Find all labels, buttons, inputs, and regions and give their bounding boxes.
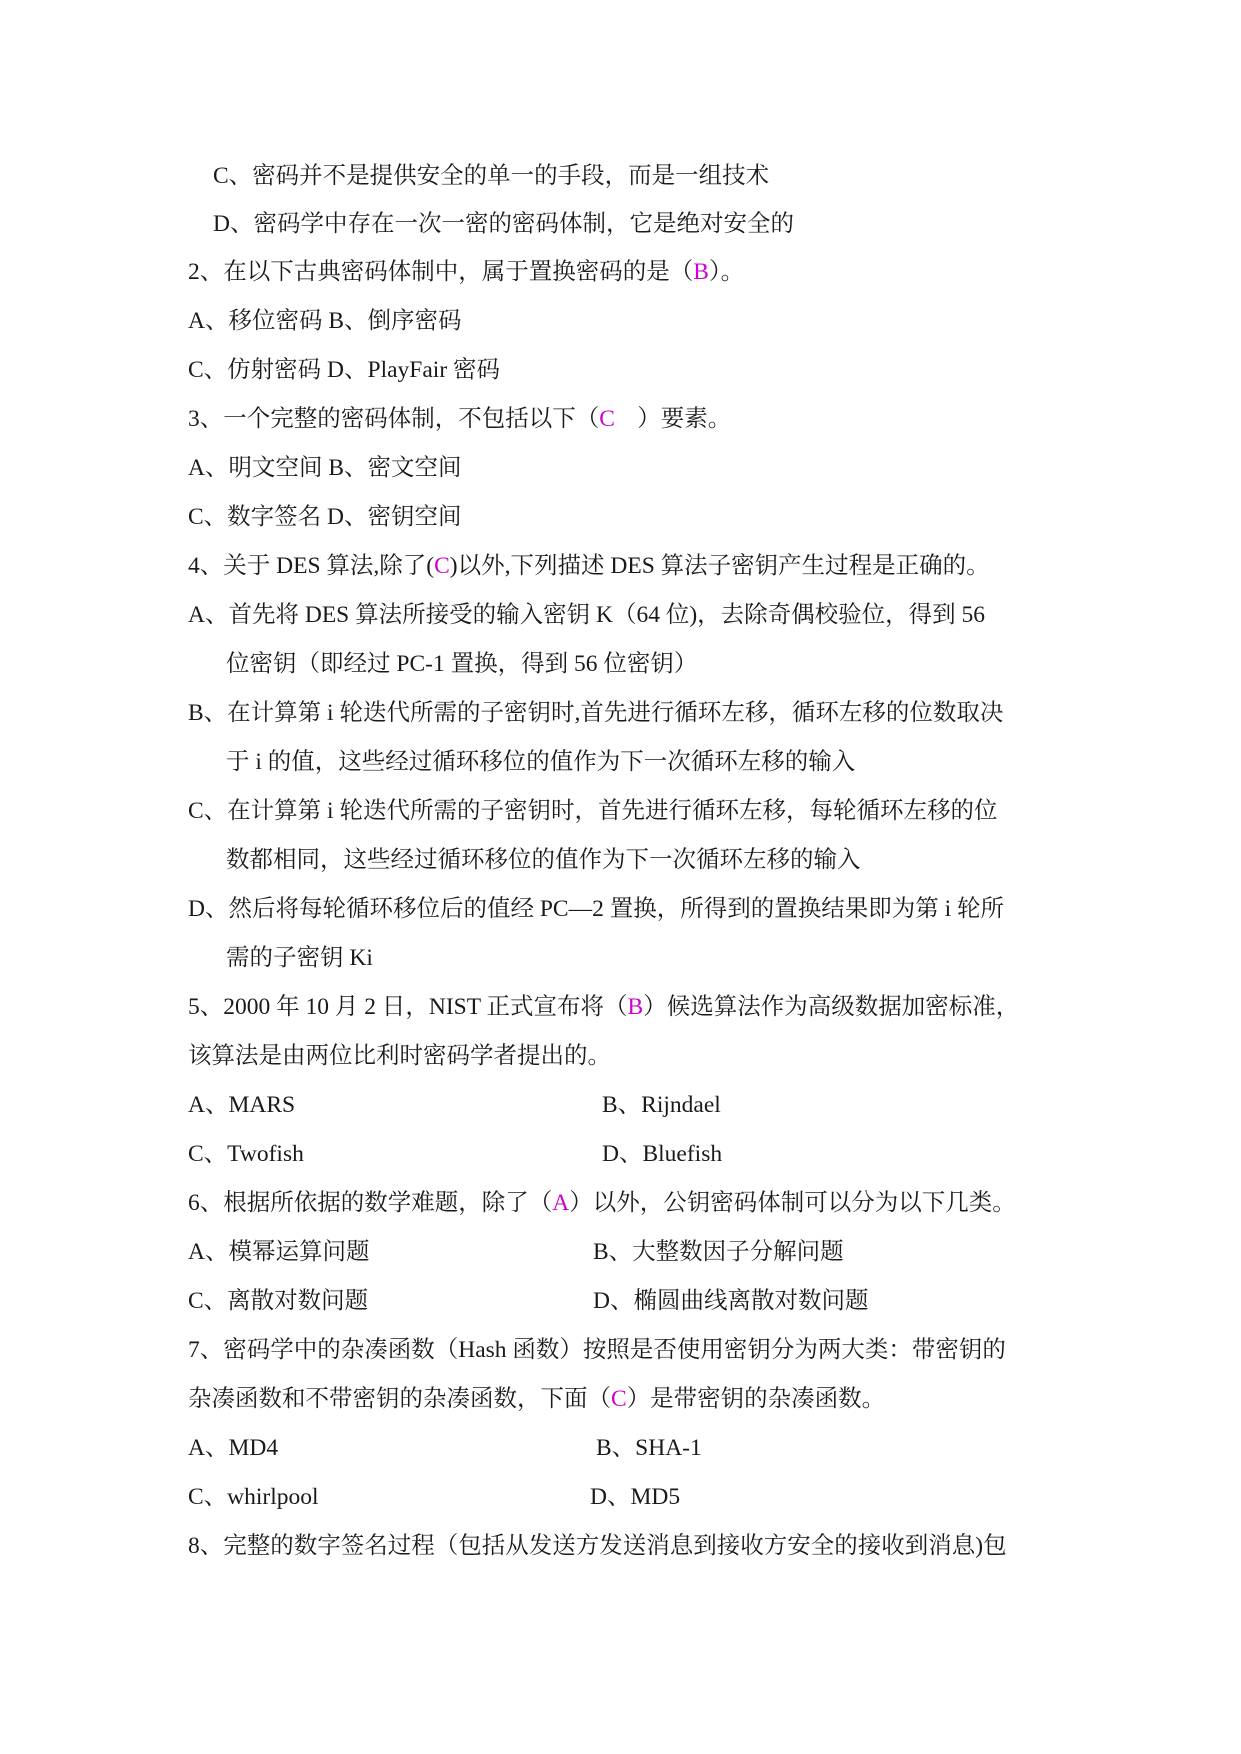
q3-options-row1: A、明文空间 B、密文空间 — [188, 455, 462, 481]
q4-option-b-line2: 于 i 的值，这些经过循环移位的值作为下一次循环左移的输入 — [226, 749, 856, 775]
q4-option-c-line1: C、在计算第 i 轮迭代所需的子密钥时，首先进行循环左移，每轮循环左移的位 — [188, 798, 998, 824]
q5-option-a: A、MARS — [188, 1092, 296, 1118]
q4-option-c-line2: 数都相同，这些经过循环移位的值作为下一次循环左移的输入 — [226, 847, 861, 873]
q5-option-c: C、Twofish — [188, 1141, 304, 1167]
q4-option-a-line2: 位密钥（即经过 PC-1 置换，得到 56 位密钥） — [226, 651, 698, 677]
q6-option-c: C、离散对数问题 — [188, 1288, 369, 1314]
q2-stem-pre: 2、在以下古典密码体制中，属于置换密码的是（ — [188, 259, 694, 285]
q5-option-b: B、Rijndael — [602, 1092, 721, 1118]
q7-stem-pre: 杂凑函数和不带密钥的杂凑函数，下面（ — [188, 1386, 611, 1412]
q4-option-d-line1: D、然后将每轮循环移位后的值经 PC—2 置换，所得到的置换结果即为第 i 轮所 — [188, 896, 1004, 922]
q6-stem-post: ）以外，公钥密码体制可以分为以下几类。 — [569, 1190, 1016, 1216]
q5-stem-line2: 该算法是由两位比利时密码学者提出的。 — [188, 1043, 611, 1069]
q2-options-row1: A、移位密码 B、倒序密码 — [188, 308, 462, 334]
q7-option-b: B、SHA-1 — [596, 1435, 702, 1461]
q6-answer: A — [552, 1190, 570, 1216]
q7-option-c: C、whirlpool — [188, 1484, 319, 1510]
q7-stem-line2 — [188, 1384, 885, 1414]
q6-option-b: B、大整数因子分解问题 — [593, 1239, 844, 1265]
q2-stem-post: ）。 — [708, 259, 745, 285]
q4-option-b-line1: B、在计算第 i 轮迭代所需的子密钥时,首先进行循环左移，循环左移的位数取决 — [188, 700, 1004, 726]
q4-option-a-line1: A、首先将 DES 算法所接受的输入密钥 K（64 位)，去除奇偶校验位，得到 56 — [188, 602, 986, 628]
q1-option-d: D、密码学中存在一次一密的密码体制，它是绝对安全的 — [213, 211, 794, 237]
q8-stem-line1: 8、完整的数字签名过程（包括从发送方发送消息到接收方安全的接收到消息)包 — [188, 1533, 1007, 1559]
q2-options-row2: C、仿射密码 D、PlayFair 密码 — [188, 357, 501, 383]
q4-stem-pre: 4、关于 DES 算法,除了( — [188, 553, 435, 579]
q5-stem-line1 — [188, 992, 1019, 1022]
q4-option-d-line2: 需的子密钥 Ki — [226, 945, 373, 971]
q2-stem — [188, 257, 744, 287]
q7-stem-post: ）是带密钥的杂凑函数。 — [626, 1386, 886, 1412]
q2-answer: B — [693, 259, 709, 285]
q7-option-d: D、MD5 — [590, 1484, 681, 1510]
q7-answer: C — [611, 1386, 627, 1412]
q5-answer: B — [627, 994, 644, 1020]
q3-options-row2: C、数字签名 D、密钥空间 — [188, 504, 462, 530]
q4-stem — [188, 551, 990, 581]
q5-option-d: D、Bluefish — [602, 1141, 723, 1167]
q5-stem-pre: 5、2000 年 10 月 2 日，NIST 正式宣布将（ — [188, 994, 628, 1020]
q5-stem-post: ）候选算法作为高级数据加密标准， — [643, 994, 1020, 1020]
q6-option-a: A、模幂运算问题 — [188, 1239, 370, 1265]
q3-stem — [188, 404, 731, 434]
q7-stem-line1: 7、密码学中的杂凑函数（Hash 函数）按照是否使用密钥分为两大类：带密钥的 — [188, 1337, 1006, 1363]
q6-stem-pre: 6、根据所依据的数学难题，除了（ — [188, 1190, 553, 1216]
q6-stem — [188, 1188, 1016, 1218]
q3-answer: C — [599, 406, 615, 432]
q7-option-a: A、MD4 — [188, 1435, 279, 1461]
q1-option-c: C、密码并不是提供安全的单一的手段，而是一组技术 — [213, 163, 770, 189]
q3-stem-pre: 3、一个完整的密码体制，不包括以下（ — [188, 406, 600, 432]
q6-option-d: D、椭圆曲线离散对数问题 — [593, 1288, 869, 1314]
q3-stem-post: ）要素。 — [637, 406, 732, 432]
q4-stem-post: )以外,下列描述 DES 算法子密钥产生过程是正确的。 — [449, 553, 990, 579]
q4-answer: C — [434, 553, 450, 579]
